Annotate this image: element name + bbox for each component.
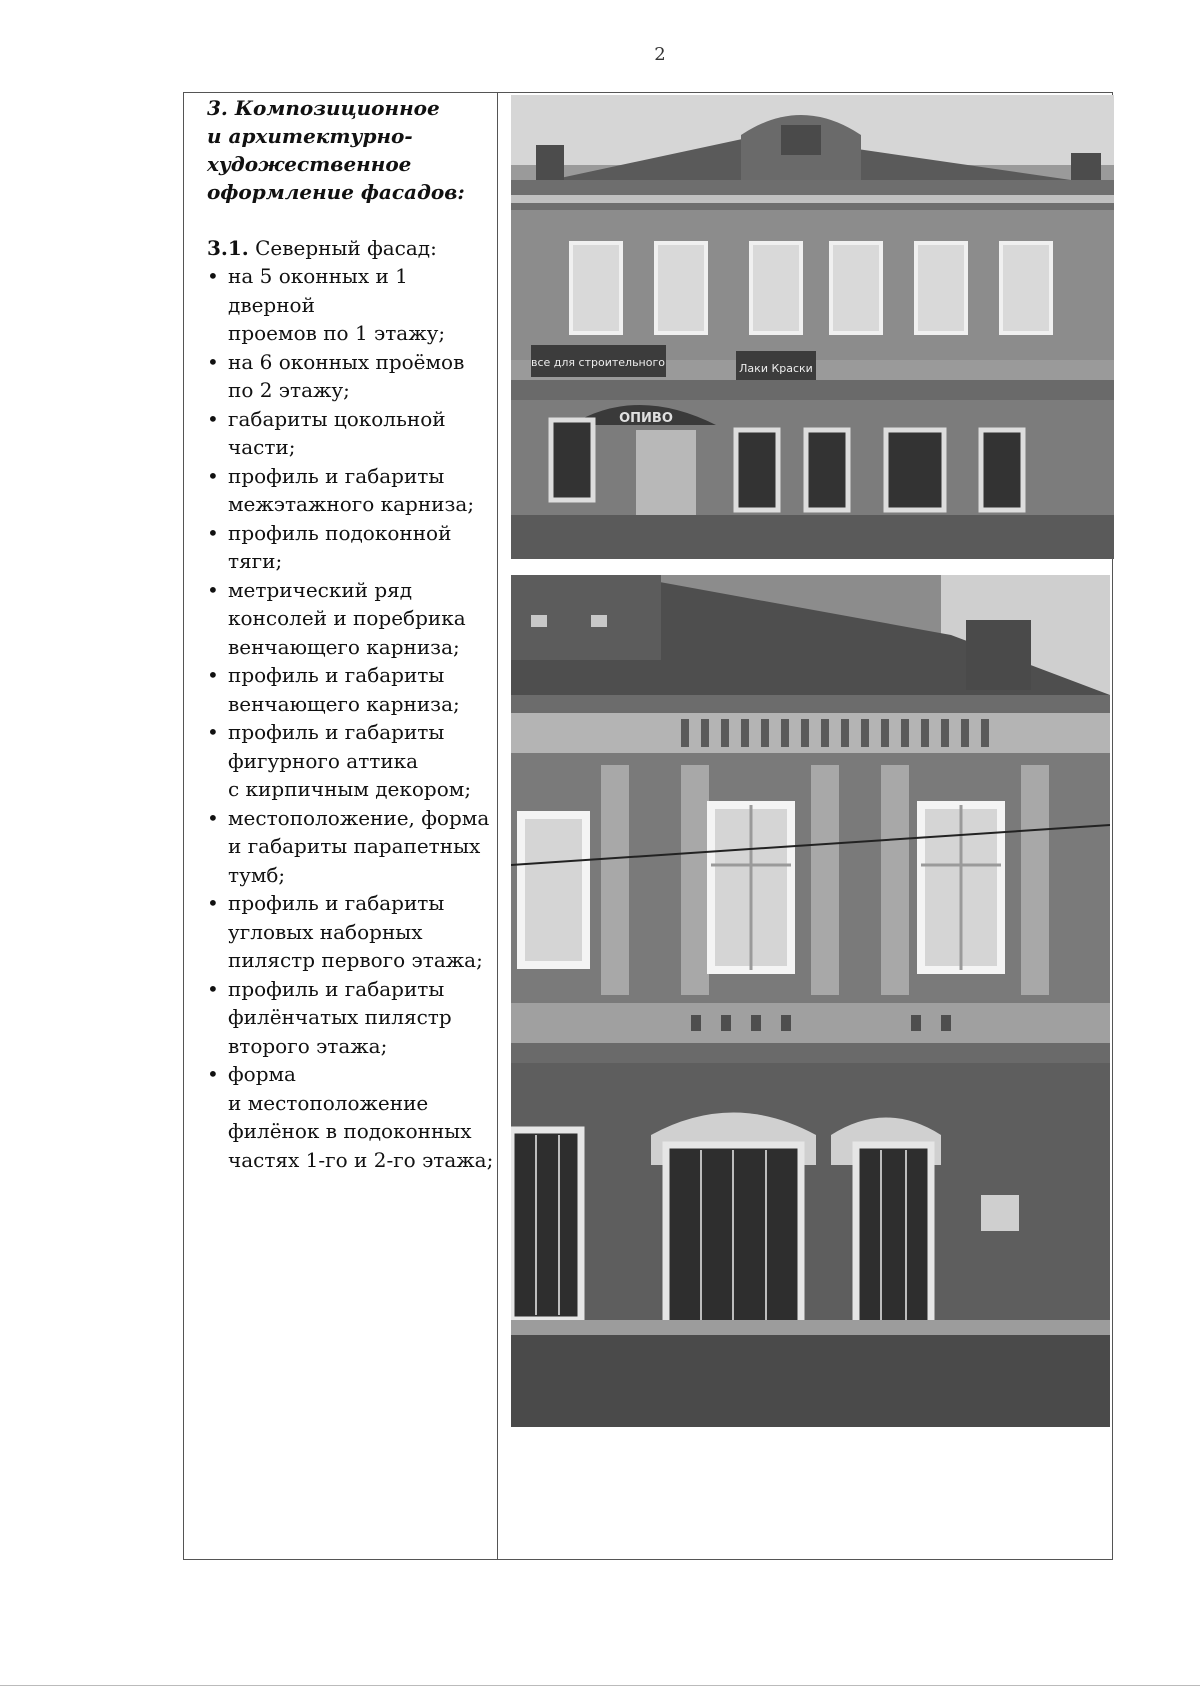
list-item: • профиль и габариты филёнчатых пилястр второго этажа; bbox=[207, 975, 495, 1061]
facade-photo-detail-drawing bbox=[511, 575, 1110, 1427]
list-item: • профиль и габариты фигурного аттика с кирпичным декором; bbox=[207, 718, 495, 804]
subsection-title: Северный фасад: bbox=[255, 236, 437, 260]
column-divider bbox=[497, 92, 498, 1560]
facade-photo-full-drawing bbox=[511, 95, 1114, 559]
subsection-heading bbox=[207, 234, 495, 262]
feature-list bbox=[207, 262, 495, 1174]
canopy-label: ОПИВО bbox=[619, 411, 673, 426]
list-item: • габариты цокольной части; bbox=[207, 405, 495, 462]
shop-sign-right: Лаки Краски bbox=[739, 362, 813, 375]
page-number: 2 bbox=[654, 44, 666, 65]
list-item: • профиль и габариты межэтажного карниза; bbox=[207, 462, 495, 519]
section-heading: 3. Композиционное и архитектурно- художественное оформление фасадов: bbox=[207, 96, 465, 204]
list-item: • профиль подоконной тяги; bbox=[207, 519, 495, 576]
list-item: • на 5 оконных и 1 дверной проемов по 1 этажу; bbox=[207, 262, 495, 348]
description-column bbox=[207, 92, 495, 1174]
subsection-number: 3.1. bbox=[207, 236, 249, 260]
list-item: • профиль и габариты угловых наборных пилястр первого этажа; bbox=[207, 889, 495, 975]
shop-sign-left: все для строительного bbox=[531, 356, 665, 369]
facade-photo-full bbox=[511, 95, 1114, 559]
facade-photo-detail bbox=[511, 575, 1110, 1427]
list-item: • профиль и габариты венчающего карниза; bbox=[207, 661, 495, 718]
list-item: • на 6 оконных проёмов по 2 этажу; bbox=[207, 348, 495, 405]
list-item: • форма и местоположение филёнок в подоконных частях 1-го и 2-го этажа; bbox=[207, 1060, 495, 1174]
scan-edge-line bbox=[0, 1685, 1200, 1686]
list-item: • местоположение, форма и габариты парапетных тумб; bbox=[207, 804, 495, 890]
list-item: • метрический ряд консолей и поребрика венчающего карниза; bbox=[207, 576, 495, 662]
